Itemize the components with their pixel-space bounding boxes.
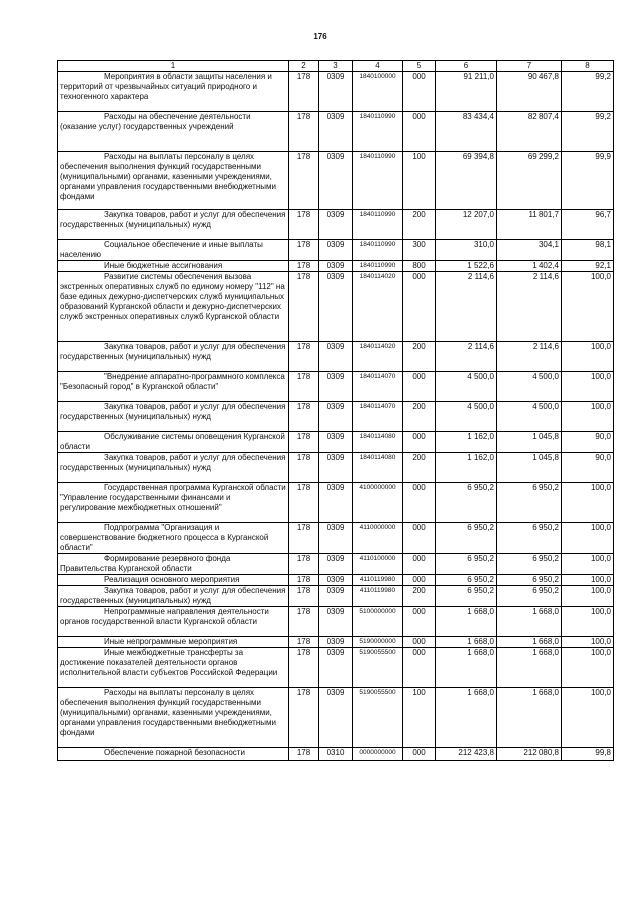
ministry-code-cell: 178 [289,342,319,372]
target-article-cell: 4110119980 [353,586,403,607]
actual-amount-cell: 2 114,6 [497,342,562,372]
table-row [58,607,614,637]
expense-type-cell: 200 [403,453,436,483]
percent-cell: 100,0 [562,554,614,575]
name-cell [58,483,289,523]
table-row [58,575,614,586]
actual-amount-cell: 69 299,2 [497,152,562,210]
expense-type-cell: 000 [403,648,436,688]
budget-table [57,60,614,761]
planned-amount-cell: 6 950,2 [436,586,497,607]
name-cell [58,523,289,554]
table-row [58,688,614,748]
target-article-cell: 5190000000 [353,637,403,648]
ministry-code-cell: 178 [289,748,319,761]
name-cell [58,210,289,240]
expense-type-cell: 100 [403,152,436,210]
name-cell [58,72,289,112]
section-code-cell: 0309 [319,575,353,586]
row-label: Обеспечение пожарной безопасности [104,748,245,757]
row-label: Иные непрограммные мероприятия [104,637,238,646]
column-number-row [58,61,614,72]
ministry-code-cell: 178 [289,586,319,607]
actual-amount-cell: 1 045,8 [497,432,562,453]
ministry-code-cell: 178 [289,554,319,575]
row-label: Расходы на обеспечение деятельности (оказание услуг) государственных учреждений [60,112,251,131]
section-code-cell: 0309 [319,688,353,748]
table-row [58,554,614,575]
column-header: 8 [562,61,614,72]
row-label: Закупка товаров, работ и услуг для обеспечения государственных (муниципальных) нужд [60,453,286,472]
expense-type-cell: 100 [403,688,436,748]
section-code-cell: 0309 [319,554,353,575]
target-article-cell: 1840110990 [353,112,403,152]
percent-cell: 99,8 [562,748,614,761]
actual-amount-cell: 2 114,6 [497,272,562,342]
table-row [58,453,614,483]
planned-amount-cell: 6 950,2 [436,575,497,586]
row-label: Закупка товаров, работ и услуг для обеспечения государственных (муниципальных) нужд [60,402,286,421]
name-cell [58,688,289,748]
table-row [58,152,614,210]
percent-cell: 100,0 [562,586,614,607]
table-row [58,586,614,607]
ministry-code-cell: 178 [289,240,319,261]
percent-cell: 99,2 [562,72,614,112]
column-header: 4 [353,61,403,72]
expense-type-cell: 200 [403,210,436,240]
planned-amount-cell: 1 162,0 [436,432,497,453]
percent-cell: 90,0 [562,453,614,483]
percent-cell: 100,0 [562,523,614,554]
expense-type-cell: 200 [403,402,436,432]
section-code-cell: 0309 [319,112,353,152]
percent-cell: 98,1 [562,240,614,261]
actual-amount-cell: 6 950,2 [497,575,562,586]
ministry-code-cell: 178 [289,648,319,688]
actual-amount-cell: 1 668,0 [497,688,562,748]
ministry-code-cell: 178 [289,483,319,523]
table-row [58,112,614,152]
section-code-cell: 0309 [319,648,353,688]
section-code-cell: 0309 [319,432,353,453]
ministry-code-cell: 178 [289,112,319,152]
ministry-code-cell: 178 [289,688,319,748]
target-article-cell: 4110000000 [353,523,403,554]
row-label: "Внедрение аппаратно-программного комплекса "Безопасный город" в Курганской области" [60,372,285,391]
ministry-code-cell: 178 [289,432,319,453]
row-label: Непрограммные направления деятельности органов государственной власти Курганской области [60,607,269,626]
planned-amount-cell: 1 522,6 [436,261,497,272]
row-label: Подпрограмма "Организация и совершенствование бюджетного процесса в Курганской области" [60,523,269,552]
target-article-cell: 5100000000 [353,607,403,637]
planned-amount-cell: 83 434,4 [436,112,497,152]
percent-cell: 99,9 [562,152,614,210]
table-row [58,637,614,648]
row-label: Иные бюджетные ассигнования [104,261,223,270]
table-row [58,261,614,272]
row-label: Мероприятия в области защиты населения и территорий от чрезвычайных ситуаций природного и техногенного характера [60,72,272,101]
ministry-code-cell: 178 [289,402,319,432]
row-label: Социальное обеспечение и иные выплаты населению [60,240,263,259]
actual-amount-cell: 1 668,0 [497,648,562,688]
target-article-cell: 1840114070 [353,402,403,432]
planned-amount-cell: 2 114,6 [436,272,497,342]
column-header: 1 [58,61,289,72]
actual-amount-cell: 6 950,2 [497,554,562,575]
table-row [58,272,614,342]
percent-cell: 100,0 [562,637,614,648]
expense-type-cell: 000 [403,432,436,453]
actual-amount-cell: 1 045,8 [497,453,562,483]
section-code-cell: 0309 [319,372,353,402]
expense-type-cell: 000 [403,575,436,586]
section-code-cell: 0309 [319,72,353,112]
ministry-code-cell: 178 [289,72,319,112]
name-cell [58,453,289,483]
planned-amount-cell: 1 668,0 [436,688,497,748]
target-article-cell: 1840110990 [353,210,403,240]
table-row [58,240,614,261]
ministry-code-cell: 178 [289,372,319,402]
percent-cell: 100,0 [562,483,614,523]
table-row [58,648,614,688]
target-article-cell: 1840110990 [353,152,403,210]
planned-amount-cell: 6 950,2 [436,523,497,554]
row-label: Иные межбюджетные трансферты за достижение показателей деятельности органов исполнительной власти субъектов Российской Федерации [60,648,278,677]
row-label: Развитие системы обеспечения вызова экстренных оперативных служб по единому номеру "112" на базе единых дежурно-диспетчерских служб муниципальных образований Курганской области и дежурно-диспетчерских служб экстренных оперативных служб Курганской области [60,272,285,321]
ministry-code-cell: 178 [289,575,319,586]
name-cell [58,261,289,272]
section-code-cell: 0309 [319,637,353,648]
actual-amount-cell: 90 467,8 [497,72,562,112]
target-article-cell: 1840110990 [353,261,403,272]
planned-amount-cell: 12 207,0 [436,210,497,240]
percent-cell: 100,0 [562,402,614,432]
percent-cell: 100,0 [562,272,614,342]
column-header: 5 [403,61,436,72]
target-article-cell: 1840114020 [353,272,403,342]
name-cell [58,240,289,261]
row-label: Формирование резервного фонда Правительства Курганской области [60,554,231,573]
planned-amount-cell: 1 668,0 [436,637,497,648]
ministry-code-cell: 178 [289,637,319,648]
section-code-cell: 0309 [319,272,353,342]
name-cell [58,648,289,688]
actual-amount-cell: 4 500,0 [497,402,562,432]
table-row [58,748,614,761]
name-cell [58,342,289,372]
ministry-code-cell: 178 [289,523,319,554]
expense-type-cell: 200 [403,342,436,372]
planned-amount-cell: 91 211,0 [436,72,497,112]
actual-amount-cell: 1 668,0 [497,607,562,637]
percent-cell: 100,0 [562,575,614,586]
planned-amount-cell: 69 394,8 [436,152,497,210]
expense-type-cell: 300 [403,240,436,261]
actual-amount-cell: 6 950,2 [497,483,562,523]
target-article-cell: 1840114070 [353,372,403,402]
section-code-cell: 0310 [319,748,353,761]
target-article-cell: 1840100000 [353,72,403,112]
expense-type-cell: 000 [403,748,436,761]
target-article-cell: 5190055500 [353,648,403,688]
name-cell [58,607,289,637]
actual-amount-cell: 6 950,2 [497,523,562,554]
row-label: Обслуживание системы оповещения Курганской области [60,432,285,451]
section-code-cell: 0309 [319,240,353,261]
expense-type-cell: 000 [403,112,436,152]
name-cell [58,637,289,648]
section-code-cell: 0309 [319,210,353,240]
planned-amount-cell: 1 162,0 [436,453,497,483]
name-cell [58,272,289,342]
page-number: 176 [313,32,327,41]
actual-amount-cell: 1 402,4 [497,261,562,272]
name-cell [58,112,289,152]
planned-amount-cell: 6 950,2 [436,554,497,575]
column-header: 6 [436,61,497,72]
percent-cell: 92,1 [562,261,614,272]
planned-amount-cell: 4 500,0 [436,372,497,402]
planned-amount-cell: 310,0 [436,240,497,261]
table-body [58,72,614,761]
percent-cell: 100,0 [562,648,614,688]
column-header: 3 [319,61,353,72]
table-row [58,483,614,523]
target-article-cell: 4100000000 [353,483,403,523]
section-code-cell: 0309 [319,586,353,607]
percent-cell: 100,0 [562,342,614,372]
name-cell [58,372,289,402]
percent-cell: 100,0 [562,688,614,748]
expense-type-cell: 200 [403,586,436,607]
ministry-code-cell: 178 [289,210,319,240]
expense-type-cell: 000 [403,72,436,112]
section-code-cell: 0309 [319,402,353,432]
name-cell [58,575,289,586]
name-cell [58,152,289,210]
section-code-cell: 0309 [319,152,353,210]
name-cell [58,402,289,432]
column-header: 7 [497,61,562,72]
actual-amount-cell: 11 801,7 [497,210,562,240]
table-row [58,523,614,554]
name-cell [58,748,289,761]
table-row [58,210,614,240]
table-row [58,432,614,453]
table-row [58,402,614,432]
target-article-cell: 1840114080 [353,453,403,483]
percent-cell: 99,2 [562,112,614,152]
row-label: Закупка товаров, работ и услуг для обеспечения государственных (муниципальных) нужд [60,586,286,605]
planned-amount-cell: 1 668,0 [436,607,497,637]
ministry-code-cell: 178 [289,453,319,483]
actual-amount-cell: 4 500,0 [497,372,562,402]
row-label: Расходы на выплаты персоналу в целях обеспечения выполнения функций государственными (муниципальными) органами, казенными учреждениями, органами управления государственными внебюджетными фондами [60,688,276,737]
actual-amount-cell: 212 080,8 [497,748,562,761]
percent-cell: 100,0 [562,372,614,402]
percent-cell: 90,0 [562,432,614,453]
name-cell [58,432,289,453]
target-article-cell: 0000000000 [353,748,403,761]
row-label: Расходы на выплаты персоналу в целях обеспечения выполнения функций государственными (муниципальными) органами, казенными учреждениями, органами управления государственными внебюджетными фондами [60,152,276,201]
table-row [58,72,614,112]
planned-amount-cell: 4 500,0 [436,402,497,432]
ministry-code-cell: 178 [289,152,319,210]
table-row [58,372,614,402]
ministry-code-cell: 178 [289,261,319,272]
section-code-cell: 0309 [319,453,353,483]
expense-type-cell: 000 [403,372,436,402]
ministry-code-cell: 178 [289,272,319,342]
actual-amount-cell: 1 668,0 [497,637,562,648]
section-code-cell: 0309 [319,261,353,272]
section-code-cell: 0309 [319,607,353,637]
table-row [58,342,614,372]
row-label: Закупка товаров, работ и услуг для обеспечения государственных (муниципальных) нужд [60,210,286,229]
ministry-code-cell: 178 [289,607,319,637]
name-cell [58,586,289,607]
row-label: Реализация основного мероприятия [104,575,240,584]
planned-amount-cell: 1 668,0 [436,648,497,688]
actual-amount-cell: 304,1 [497,240,562,261]
target-article-cell: 1840114020 [353,342,403,372]
expense-type-cell: 000 [403,523,436,554]
planned-amount-cell: 2 114,6 [436,342,497,372]
planned-amount-cell: 212 423,8 [436,748,497,761]
percent-cell: 100,0 [562,607,614,637]
target-article-cell: 5190055500 [353,688,403,748]
target-article-cell: 1840110990 [353,240,403,261]
expense-type-cell: 000 [403,483,436,523]
expense-type-cell: 800 [403,261,436,272]
planned-amount-cell: 6 950,2 [436,483,497,523]
expense-type-cell: 000 [403,272,436,342]
name-cell [58,554,289,575]
section-code-cell: 0309 [319,342,353,372]
target-article-cell: 1840114080 [353,432,403,453]
expense-type-cell: 000 [403,637,436,648]
target-article-cell: 4110100000 [353,554,403,575]
expense-type-cell: 000 [403,554,436,575]
expense-type-cell: 000 [403,607,436,637]
target-article-cell: 4110119980 [353,575,403,586]
row-label: Государственная программа Курганской области "Управление государственными финансами и регулирование межбюджетных отношений" [60,483,286,512]
section-code-cell: 0309 [319,483,353,523]
section-code-cell: 0309 [319,523,353,554]
row-label: Закупка товаров, работ и услуг для обеспечения государственных (муниципальных) нужд [60,342,286,361]
column-header: 2 [289,61,319,72]
actual-amount-cell: 82 807,4 [497,112,562,152]
percent-cell: 96,7 [562,210,614,240]
actual-amount-cell: 6 950,2 [497,586,562,607]
